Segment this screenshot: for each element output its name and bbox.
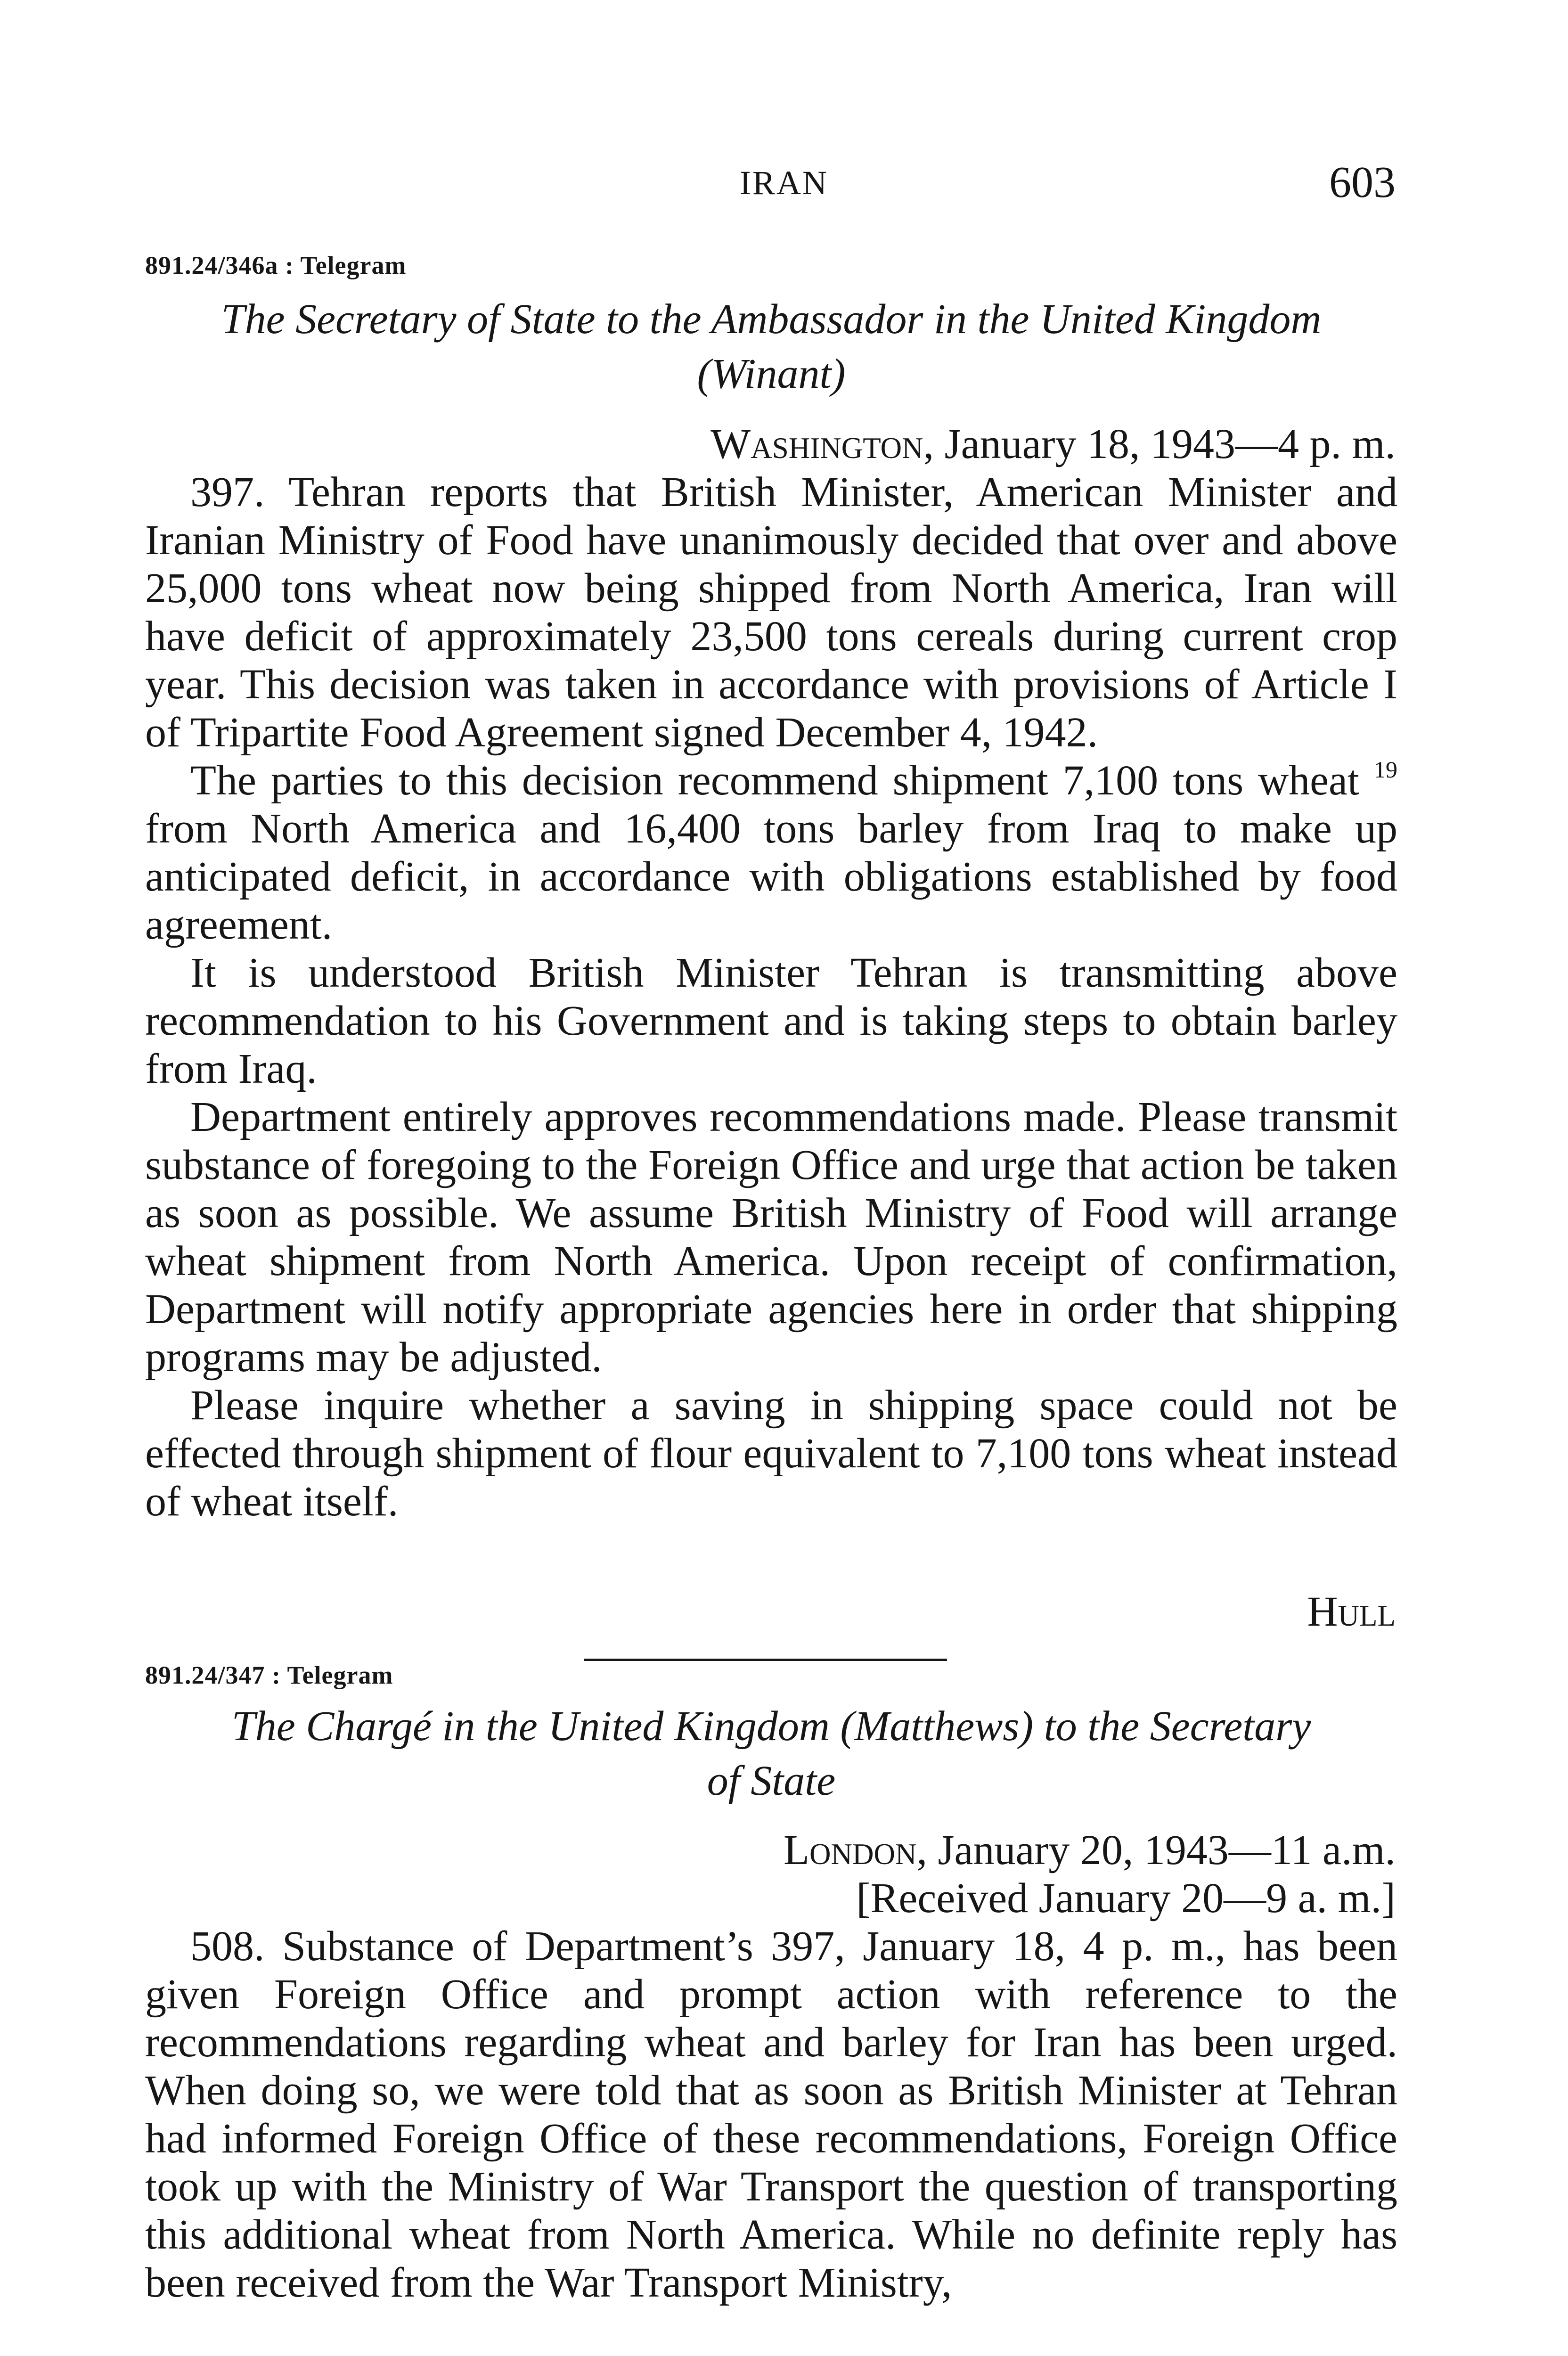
dateline-2-place: London, (784, 1827, 927, 1873)
signature (1307, 1588, 1396, 1635)
page-number: 603 (1329, 158, 1396, 207)
dateline-2 (784, 1826, 1396, 1922)
received-line: [Received January 20—9 a. m.] (856, 1875, 1396, 1922)
paragraph: Please inquire whether a saving in shipping space could not be effected through shipment of flour equivalent to 7,100 tons wheat instead of wheat itself. (145, 1382, 1397, 1525)
running-title: IRAN (740, 164, 828, 202)
dateline-2-date: January 20, 1943—11 a.m. (938, 1827, 1396, 1873)
footnote-reference: 19 (1374, 756, 1397, 783)
document-heading-1 (145, 292, 1397, 401)
dateline-1 (710, 420, 1396, 468)
telegram-2-body (145, 1922, 1397, 2307)
paragraph: 397. Tehran reports that British Minister, American Minister and Iranian Ministry of Food have unanimously decided that over and above 25,000 tons wheat now being shipped from North America, Iran will have deficit of approximately 23,500 tons cereals during current crop year. This decision was taken in accordance with provisions of Article I of Tripartite Food Agreement signed December 4, 1942. (145, 469, 1397, 756)
document-heading-2 (145, 1699, 1397, 1808)
paragraph: Department entirely approves recommendations made. Please transmit substance of foregoing to the Foreign Office and urge that action be taken as soon as possible. We assume British Ministry of Food will arrange wheat shipment from North America. Upon receipt of confirmation, Department will notify appropriate agencies here in order that shipping programs may be adjusted. (145, 1094, 1397, 1381)
file-reference-1: 891.24/346a : Telegram (145, 251, 407, 279)
paragraph-text: from North America and 16,400 tons barley from Iraq to make up anticipated deficit, in accordance with obligations established by food agreement. (145, 805, 1397, 948)
paragraph (145, 757, 1397, 949)
paragraph: It is understood British Minister Tehran is transmitting above recommendation to his Government and is taking steps to obtain barley from Iraq. (145, 949, 1397, 1092)
paragraph: 508. Substance of Department’s 397, January 18, 4 p. m., has been given Foreign Office and prompt action with reference to the recommendations regarding wheat and barley for Iran has been urged. When doing so, we were told that as soon as British Minister at Tehran had informed Foreign Office of these recommendations, Foreign Office took up with the Ministry of War Transport the question of transporting this additional wheat from North America. While no definite reply has been received from the War Transport Ministry, (145, 1923, 1397, 2306)
paragraph-text: The parties to this decision recommend shipment 7,100 tons wheat (190, 757, 1359, 804)
signature-text: Hull (1307, 1588, 1396, 1635)
heading-2-line-2: of State (707, 1758, 836, 1804)
dateline-1-place: Washington, (710, 421, 934, 467)
section-divider (584, 1659, 947, 1661)
heading-1-line-1: The Secretary of State to the Ambassador in the United Kingdom (221, 296, 1322, 343)
dateline-2-sent (784, 1826, 1396, 1874)
telegram-1-body (145, 468, 1397, 1526)
heading-2-line-1: The Chargé in the United Kingdom (Matthews) to the Secretary (231, 1703, 1311, 1750)
file-reference-2: 891.24/347 : Telegram (145, 1661, 393, 1689)
heading-1-line-2: (Winant) (697, 351, 846, 397)
dateline-1-date: January 18, 1943—4 p. m. (944, 421, 1396, 467)
